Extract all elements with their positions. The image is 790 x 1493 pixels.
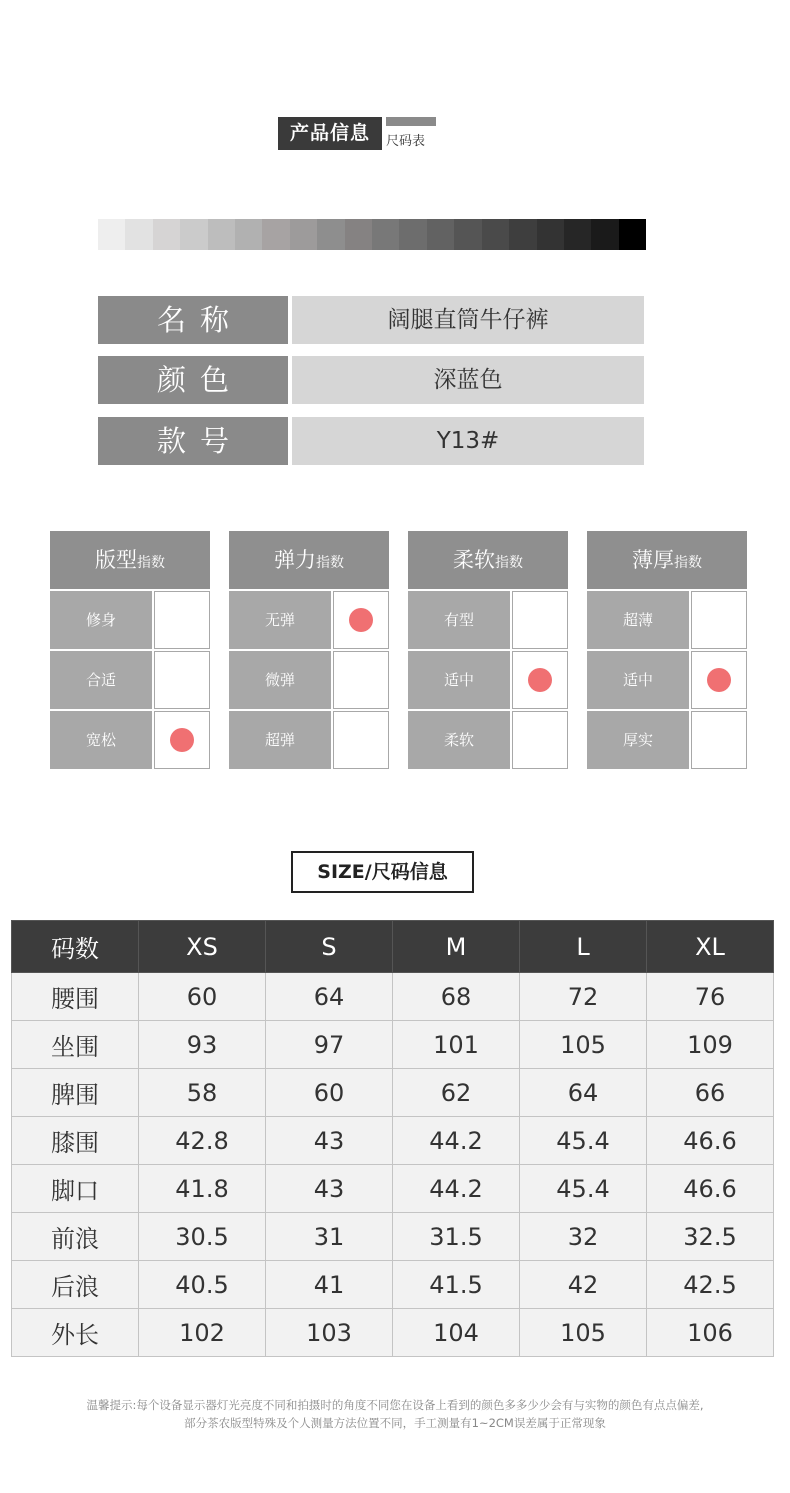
stretch-index <box>229 531 389 771</box>
index-header <box>408 531 568 589</box>
info-row-name <box>98 296 644 344</box>
table-cell: 41.8 <box>139 1165 266 1213</box>
row-label-cell: 外长 <box>12 1309 139 1357</box>
table-row <box>12 1021 774 1069</box>
gradient-swatch <box>235 219 262 250</box>
option-label: 适中 <box>587 651 689 709</box>
gradient-swatch <box>153 219 180 250</box>
disclaimer-line-1: 温馨提示:每个设备显示器灯光亮度不同和拍摄时的角度不同您在设备上看到的颜色多多少少会有与实物的颜色有点点偏差, <box>86 1398 704 1412</box>
table-cell: 30.5 <box>139 1213 266 1261</box>
option-box <box>691 591 747 649</box>
color-gradient-bar <box>98 219 646 250</box>
index-option <box>229 651 389 709</box>
index-option <box>50 651 210 709</box>
table-cell: 64 <box>266 973 393 1021</box>
index-title: 版型 <box>95 548 137 572</box>
table-cell: 32 <box>520 1213 647 1261</box>
table-cell: 31 <box>266 1213 393 1261</box>
gradient-swatch <box>345 219 372 250</box>
option-label: 厚实 <box>587 711 689 769</box>
index-option <box>587 591 747 649</box>
gradient-swatch <box>98 219 125 250</box>
option-label: 超薄 <box>587 591 689 649</box>
index-option <box>408 651 568 709</box>
index-option <box>50 711 210 769</box>
info-row-style-no <box>98 417 644 465</box>
column-header: S <box>266 921 393 973</box>
option-box <box>512 591 568 649</box>
table-cell: 60 <box>139 973 266 1021</box>
size-info-title: SIZE/尺码信息 <box>291 851 474 893</box>
title-accent-bar <box>386 117 436 126</box>
selected-dot-icon <box>528 668 552 692</box>
option-label: 柔软 <box>408 711 510 769</box>
table-cell: 109 <box>647 1021 774 1069</box>
column-header: XS <box>139 921 266 973</box>
section-subtitle: 尺码表 <box>386 134 426 149</box>
table-header-row <box>12 921 774 973</box>
info-label: 颜色 <box>98 356 288 404</box>
table-row <box>12 1117 774 1165</box>
table-cell: 45.4 <box>520 1117 647 1165</box>
row-label-cell: 脾围 <box>12 1069 139 1117</box>
gradient-swatch <box>180 219 207 250</box>
option-label: 修身 <box>50 591 152 649</box>
table-cell: 62 <box>393 1069 520 1117</box>
table-cell: 105 <box>520 1021 647 1069</box>
index-suffix: 指数 <box>495 555 523 571</box>
gradient-swatch <box>509 219 536 250</box>
option-label: 合适 <box>50 651 152 709</box>
option-label: 有型 <box>408 591 510 649</box>
column-header: 码数 <box>12 921 139 973</box>
info-value: 深蓝色 <box>292 356 644 404</box>
row-label-cell: 脚口 <box>12 1165 139 1213</box>
index-header <box>50 531 210 589</box>
table-cell: 32.5 <box>647 1213 774 1261</box>
index-option <box>229 591 389 649</box>
index-option <box>50 591 210 649</box>
option-box <box>154 651 210 709</box>
table-cell: 46.6 <box>647 1117 774 1165</box>
table-cell: 41 <box>266 1261 393 1309</box>
option-box <box>512 651 568 709</box>
option-box <box>154 591 210 649</box>
table-cell: 64 <box>520 1069 647 1117</box>
row-label-cell: 坐围 <box>12 1021 139 1069</box>
section-title: 产品信息 <box>278 117 382 150</box>
table-cell: 42 <box>520 1261 647 1309</box>
index-title: 薄厚 <box>632 548 674 572</box>
gradient-swatch <box>290 219 317 250</box>
info-row-color <box>98 356 644 404</box>
option-box <box>512 711 568 769</box>
info-value: Y13# <box>292 417 644 465</box>
option-box <box>691 651 747 709</box>
row-label-cell: 前浪 <box>12 1213 139 1261</box>
gradient-swatch <box>372 219 399 250</box>
info-label: 名称 <box>98 296 288 344</box>
table-row <box>12 973 774 1021</box>
option-label: 超弹 <box>229 711 331 769</box>
table-cell: 97 <box>266 1021 393 1069</box>
table-cell: 42.5 <box>647 1261 774 1309</box>
table-cell: 60 <box>266 1069 393 1117</box>
gradient-swatch <box>454 219 481 250</box>
table-row <box>12 1165 774 1213</box>
table-row <box>12 1261 774 1309</box>
index-header <box>587 531 747 589</box>
table-cell: 102 <box>139 1309 266 1357</box>
table-cell: 42.8 <box>139 1117 266 1165</box>
index-option <box>408 711 568 769</box>
table-cell: 58 <box>139 1069 266 1117</box>
index-title: 柔软 <box>453 548 495 572</box>
table-cell: 31.5 <box>393 1213 520 1261</box>
index-header <box>229 531 389 589</box>
gradient-swatch <box>619 219 646 250</box>
option-label: 微弹 <box>229 651 331 709</box>
gradient-swatch <box>125 219 152 250</box>
index-suffix: 指数 <box>137 555 165 571</box>
index-option <box>587 711 747 769</box>
thickness-index <box>587 531 747 771</box>
option-label: 宽松 <box>50 711 152 769</box>
option-box <box>333 591 389 649</box>
gradient-swatch <box>482 219 509 250</box>
table-cell: 41.5 <box>393 1261 520 1309</box>
softness-index <box>408 531 568 771</box>
table-row <box>12 1213 774 1261</box>
row-label-cell: 后浪 <box>12 1261 139 1309</box>
index-suffix: 指数 <box>674 555 702 571</box>
table-cell: 72 <box>520 973 647 1021</box>
table-cell: 76 <box>647 973 774 1021</box>
table-cell: 66 <box>647 1069 774 1117</box>
table-cell: 40.5 <box>139 1261 266 1309</box>
gradient-swatch <box>208 219 235 250</box>
table-cell: 104 <box>393 1309 520 1357</box>
option-label: 无弹 <box>229 591 331 649</box>
column-header: L <box>520 921 647 973</box>
fit-index <box>50 531 210 771</box>
table-cell: 93 <box>139 1021 266 1069</box>
option-box <box>691 711 747 769</box>
selected-dot-icon <box>349 608 373 632</box>
table-cell: 106 <box>647 1309 774 1357</box>
gradient-swatch <box>262 219 289 250</box>
option-box <box>154 711 210 769</box>
gradient-swatch <box>399 219 426 250</box>
table-cell: 44.2 <box>393 1165 520 1213</box>
info-label: 款号 <box>98 417 288 465</box>
table-cell: 43 <box>266 1117 393 1165</box>
column-header: XL <box>647 921 774 973</box>
selected-dot-icon <box>707 668 731 692</box>
table-cell: 101 <box>393 1021 520 1069</box>
table-cell: 105 <box>520 1309 647 1357</box>
table-row <box>12 1309 774 1357</box>
gradient-swatch <box>317 219 344 250</box>
gradient-swatch <box>591 219 618 250</box>
table-cell: 45.4 <box>520 1165 647 1213</box>
gradient-swatch <box>537 219 564 250</box>
table-cell: 44.2 <box>393 1117 520 1165</box>
index-option <box>587 651 747 709</box>
table-cell: 43 <box>266 1165 393 1213</box>
selected-dot-icon <box>170 728 194 752</box>
table-row <box>12 1069 774 1117</box>
row-label-cell: 腰围 <box>12 973 139 1021</box>
option-box <box>333 711 389 769</box>
column-header: M <box>393 921 520 973</box>
disclaimer-line-2: 部分茶农版型特殊及个人测量方法位置不同，手工测量有1~2CM误差属于正常现象 <box>184 1416 606 1430</box>
gradient-swatch <box>564 219 591 250</box>
table-cell: 68 <box>393 973 520 1021</box>
option-label: 适中 <box>408 651 510 709</box>
table-cell: 103 <box>266 1309 393 1357</box>
index-suffix: 指数 <box>316 555 344 571</box>
info-value: 阔腿直筒牛仔裤 <box>292 296 644 344</box>
index-title: 弹力 <box>274 548 316 572</box>
gradient-swatch <box>427 219 454 250</box>
table-cell: 46.6 <box>647 1165 774 1213</box>
size-table <box>11 920 774 1357</box>
index-option <box>408 591 568 649</box>
index-option <box>229 711 389 769</box>
option-box <box>333 651 389 709</box>
row-label-cell: 膝围 <box>12 1117 139 1165</box>
